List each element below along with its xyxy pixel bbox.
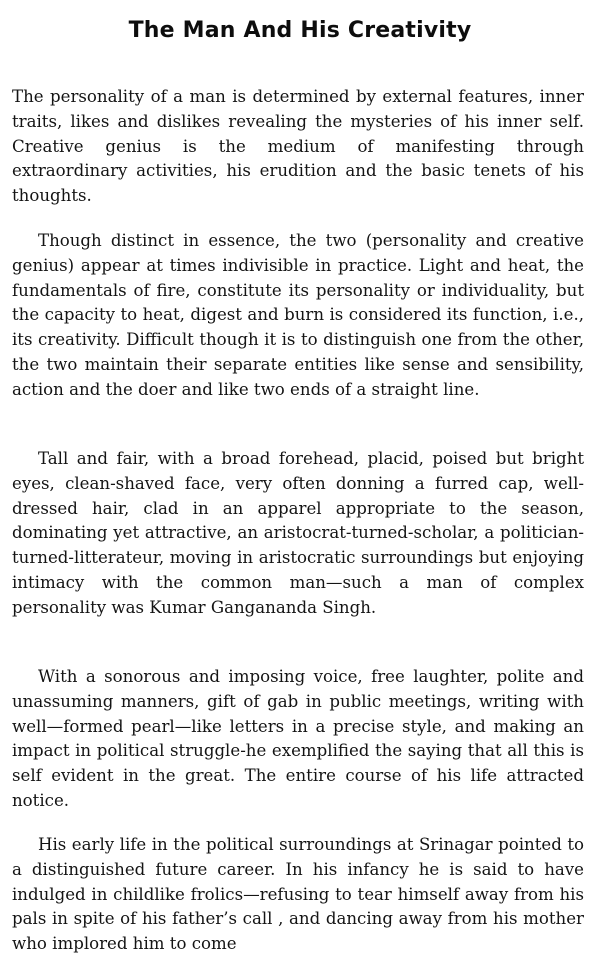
paragraph-3: Tall and fair, with a broad forehead, placid, poised but bright eyes, clean-shaved face, very often donning a furred cap, well-dressed hair, clad in an apparel appropriate to the season, dominating yet attractive, an aristocrat-turned-scholar, a politician-turned-litterateur, moving in aristocratic surroundings but enjoying intimacy with the common man—such a man of complex personality was Kumar Gangananda Singh. (12, 449, 584, 617)
page-title: The Man And His Creativity (128, 18, 472, 43)
paragraph-5: His early life in the political surroundings at Srinagar pointed to a distinguished future career. In his infancy he is said to have indulged in childlike frolics—refusing to tear himself away from his pals in spite of his father’s call , and dancing away from his mother who implored him to come (12, 835, 584, 954)
paragraph-1: The personality of a man is determined by external features, inner traits, likes and dislikes revealing the mysteries of his inner self. Creative genius is the medium of manifesting through extraordinary activities, his erudition and the basic tenets of his thoughts. (12, 87, 584, 206)
paragraph-2: Though distinct in essence, the two (personality and creative genius) appear at times indivisible in practice. Light and heat, the fundamentals of fire, constitute its personality or individuality, but the capacity to heat, digest and burn is considered its function, i.e., its creativity. Difficult though it is to distinguish one from the other, the two maintain their separate entities like sense and sensibility, action and the doer and like two ends of a straight line. (12, 231, 584, 399)
paragraph-4: With a sonorous and imposing voice, free laughter, polite and unassuming manners, gift of gab in public meetings, writing with well—formed pearl—like letters in a precise style, and making an impact in political struggle-he exemplified the saying that all this is self evident in the great. The entire course of his life attracted notice. (12, 667, 584, 810)
